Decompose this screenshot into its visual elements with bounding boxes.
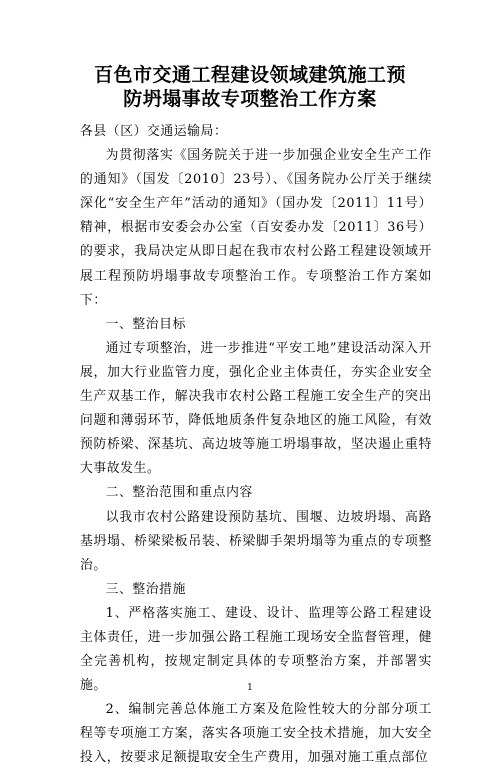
document-title-line-2: 防坍塌事故专项整治工作方案 xyxy=(123,88,377,110)
section-heading-goal: 一、整治目标 xyxy=(105,316,186,332)
paragraph-measure-1: 1、严格落实施工、建设、设计、监理等公路工程建设主体责任，进一步加强公路工程施工现场安全监督管理，健全完善机构，按规定制定具体的专项整治方案，并部署实施。 xyxy=(80,605,432,694)
paragraph-scope: 以我市农村公路建设预防基坑、围堰、边坡坍塌、高路基坍塌、桥梁梁板吊装、桥梁脚手架坍塌等为重点的专项整治。 xyxy=(80,509,432,573)
section-heading-measures: 三、整治措施 xyxy=(105,581,186,597)
page-number: 1 xyxy=(247,683,253,693)
document-body xyxy=(80,120,432,771)
paragraph-goal: 通过专项整治，进一步推进“平安工地”建设活动深入开展，加大行业监管力度，强化企业主体责任，夯实企业安全生产双基工作，解决我市农村公路工程施工安全生产的突出问题和薄弱环节，降低地质条件复杂地区的施工风险，有效预防桥梁、深基坑、高边坡等施工坍塌事故，坚决遏止重特大事故发生。 xyxy=(80,340,432,477)
paragraph-measure-2: 2、编制完善总体施工方案及危险性较大的分部分项工程等专项施工方案，落实各项施工安全技术措施，加大安全投入，按要求足额提取安全生产费用，加强对施工重点部位 xyxy=(80,702,432,766)
greeting: 各县（区）交通运输局： xyxy=(80,124,228,139)
section-heading-scope: 二、整治范围和重点内容 xyxy=(105,485,253,501)
paragraph-intro: 为贯彻落实《国务院关于进一步加强企业安全生产工作的通知》（国发〔2010〕23号）、《国务院办公厅关于继续深化“安全生产年”活动的通知》（国办发〔2011〕11号）精神，根据市安委会办公室（百安委办发〔2011〕36号）的要求，我局决定从即日起在我市农村公路工程建设领域开展工程预防坍塌事故专项整治工作。专项整治工作方案如下： xyxy=(80,148,432,308)
document-title-line-1: 百色市交通工程建设领域建筑施工预 xyxy=(93,64,406,86)
